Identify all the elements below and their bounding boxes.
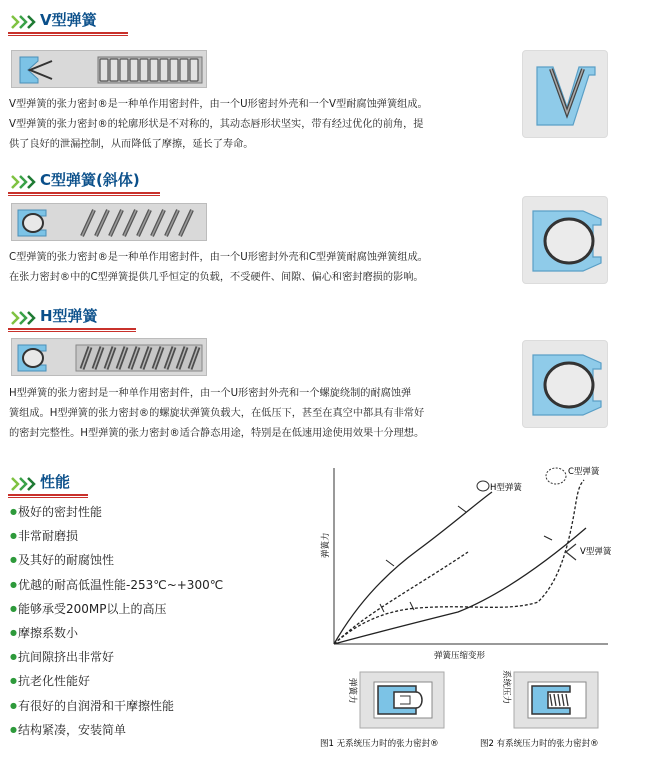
feature-item: ●摩擦系数小 <box>10 626 78 640</box>
section-title-v <box>8 10 138 36</box>
feature-item: ●抗间隙挤出非常好 <box>10 650 114 665</box>
feature-item: ●非常耐磨损 <box>10 529 78 544</box>
svg-text:V型弹簧: V型弹簧 <box>580 547 612 557</box>
v-spring-curve <box>334 528 586 644</box>
svg-text:弹簧力: 弹簧力 <box>321 532 331 558</box>
h-description: H型弹簧的张力密封是一种单作用密封件，由一个U形密封外壳和一个螺旋绕制的耐腐蚀弹 簧组成。H型弹簧的张力密封®的螺旋状弹簧负载大，在低压下，甚至在真空中都具有非常好 的密封完整性。H型弹簧的张力密封®适合静态用途，特别是在低速用途使用效果十分理想。 <box>9 388 425 439</box>
title-underline <box>8 32 128 34</box>
figure-2 <box>501 670 598 728</box>
v-spring-strip <box>11 50 207 88</box>
bullet-dot-icon: ● <box>10 652 17 662</box>
section-heading: C型弹簧(斜体) <box>40 171 140 189</box>
feature-item: ●及其好的耐腐蚀性 <box>10 553 114 568</box>
svg-text:C型弹簧: C型弹簧 <box>568 467 600 477</box>
chevron-arrows-icon <box>10 309 36 327</box>
section-title-h <box>8 306 138 332</box>
section-heading: H型弹簧 <box>40 307 98 325</box>
h-spring-strip <box>11 338 207 376</box>
svg-text:弹簧压缩变形: 弹簧压缩变形 <box>434 651 486 661</box>
svg-text:系统压力: 系统压力 <box>501 670 511 705</box>
feature-item: ●抗老化性能好 <box>10 674 90 689</box>
bullet-dot-icon: ● <box>10 700 17 710</box>
chevron-arrows-icon <box>10 13 36 31</box>
feature-item: ●能够承受200MP以上的高压 <box>10 601 167 616</box>
figure-1 <box>347 672 444 728</box>
figure-2-caption: 图2 有系统压力时的张力密封® <box>480 739 599 749</box>
v-description: V型弹簧的张力密封®是一种单作用密封件，由一个U形密封外壳和一个V型耐腐蚀弹簧组成。 V型弹簧的张力密封®的轮廓形状是不对称的，其动态唇形状坚实，带有经过优化的前角，提 供了良好的泄漏控制，从而降低了摩擦，延长了寿命。 <box>9 99 428 150</box>
svg-text:弹簧力: 弹簧力 <box>347 678 357 704</box>
bullet-dot-icon: ● <box>10 531 17 541</box>
bullet-dot-icon: ● <box>10 579 17 589</box>
section-title-perf <box>8 472 98 498</box>
bullet-dot-icon: ● <box>10 507 17 516</box>
h-seal-image <box>522 340 608 428</box>
h-spring-curve <box>334 492 492 644</box>
bullet-dot-icon: ● <box>10 676 17 686</box>
figure-1-caption: 图1 无系统压力时的张力密封® <box>320 739 439 749</box>
bullet-dot-icon: ● <box>10 555 17 565</box>
feature-item: ●结构紧凑，安装简单 <box>10 722 126 737</box>
h-spring-icon <box>477 481 489 491</box>
c-seal-image <box>522 196 608 284</box>
feature-item: ●极好的密封性能 <box>10 505 102 519</box>
chevron-arrows-icon <box>10 475 36 493</box>
feature-item: ●优越的耐高低温性能-253℃~+300℃ <box>10 577 224 592</box>
c-description: C型弹簧的张力密封®是一种单作用密封件，由一个U形密封外壳和C型弹簧耐腐蚀弹簧组成。 在张力密封®中的C型弹簧提供几乎恒定的负载，不受硬件、间隙、偏心和密封磨损的影响。 <box>9 252 428 283</box>
chevron-arrows-icon <box>10 173 36 191</box>
bullet-dot-icon: ● <box>10 724 17 734</box>
bullet-dot-icon: ● <box>10 603 17 613</box>
section-heading: V型弹簧 <box>40 11 97 29</box>
title-underline <box>8 192 160 194</box>
title-underline <box>8 494 88 496</box>
c-spring-curve <box>334 480 584 644</box>
spring-force-graph <box>318 462 643 762</box>
bullet-dot-icon: ● <box>10 628 17 637</box>
c-spring-strip <box>11 203 207 241</box>
v-seal-image <box>522 50 608 138</box>
svg-text:H型弹簧: H型弹簧 <box>490 483 522 493</box>
section-heading: 性能 <box>40 473 71 491</box>
section-title-c <box>8 170 158 196</box>
title-underline <box>8 328 136 330</box>
c-spring-icon <box>546 468 566 484</box>
feature-item: ●有很好的自润滑和干摩擦性能 <box>10 698 174 713</box>
